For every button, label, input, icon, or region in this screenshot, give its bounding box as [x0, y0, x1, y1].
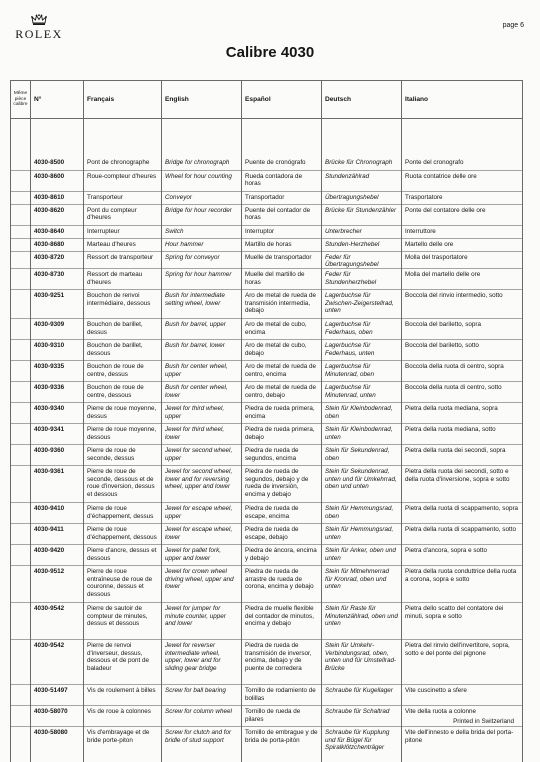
cell-es: Aro de metal de cubo, encima [242, 319, 322, 340]
cell-it: Trasportatore [402, 191, 523, 204]
cell-de: Brücke für Stundenzähler [322, 204, 402, 225]
cell-same [11, 524, 31, 545]
cell-same [11, 685, 31, 706]
cell-fr: Bouchon de roue de centre, dessous [84, 382, 162, 403]
cell-it: Boccola della ruota di centro, sotto [402, 382, 523, 403]
cell-es: Piedra de rueda de transmisión de inversor, encima, debajo y de puente de corredera [242, 640, 322, 685]
cell-es: Aro de metal de cubo, debajo [242, 340, 322, 361]
cell-en: Conveyor [162, 191, 242, 204]
cell-number: 4030-8640 [31, 225, 84, 238]
cell-es: Puente del contador de horas [242, 204, 322, 225]
cell-same [11, 727, 31, 756]
cell-number: 4030-9310 [31, 340, 84, 361]
table-row [11, 445, 523, 466]
cell-es: Aro de metal de rueda de centro, debajo [242, 382, 322, 403]
col-italian: Italiano [402, 81, 523, 119]
cell-en: Jewel for escape wheel, lower [162, 524, 242, 545]
cell-fr: Pierre d'ancre, dessus et dessous [84, 545, 162, 566]
cell-it: Vite della ruota a colonne [402, 706, 523, 727]
cell-en: Bush for barrel, upper [162, 319, 242, 340]
cell-de: Lagerbuchse für Minutenrad, unten [322, 382, 402, 403]
page-number: page 6 [502, 22, 524, 29]
cell-en: Spring for conveyor [162, 251, 242, 269]
cell-same [11, 424, 31, 445]
cell-number: 4030-9512 [31, 566, 84, 603]
cell-en: Screw for clutch and for bridle of stud support [162, 727, 242, 756]
cell-fr: Pierre de roue d'échappement, dessous [84, 524, 162, 545]
cell-de: Stein für Anker, oben und unten [322, 545, 402, 566]
cell-en: Bush for intermediate setting wheel, lower [162, 290, 242, 319]
cell-es: Piedra de rueda primera, debajo [242, 424, 322, 445]
cell-fr: Pont de chronographe [84, 157, 162, 170]
col-number: N° [31, 81, 84, 119]
table-row [11, 403, 523, 424]
cell-it: Pietra della ruota dei secondi, sopra [402, 445, 523, 466]
table-row [11, 251, 523, 269]
col-english: English [162, 81, 242, 119]
cell-en: Screw for ball bearing [162, 685, 242, 706]
table-row [11, 424, 523, 445]
cell-same [11, 603, 31, 640]
cell-de: Übertragungshebel [322, 191, 402, 204]
cell-number: 4030-51497 [31, 685, 84, 706]
cell-en: Jewel for escape wheel, upper [162, 503, 242, 524]
cell-fr: Transporteur [84, 191, 162, 204]
cell-number: 4030-9251 [31, 290, 84, 319]
cell-it: Boccola del bariletto, sopra [402, 319, 523, 340]
cell-same [11, 290, 31, 319]
table-row [11, 157, 523, 170]
rolex-logo [9, 14, 69, 42]
cell-same [11, 319, 31, 340]
cell-same [11, 340, 31, 361]
cell-en: Jewel for reverser intermediate wheel, upper, lower and for sliding gear bridge [162, 640, 242, 685]
table-row [11, 706, 523, 727]
cell-en: Bush for barrel, lower [162, 340, 242, 361]
cell-en: Bush for center wheel, lower [162, 382, 242, 403]
cell-es: Puente de cronógrafo [242, 157, 322, 170]
cell-en: Jewel for third wheel, upper [162, 403, 242, 424]
cell-de: Schraube für Kupplung und für Bügel für Spiralklötzchenträger [322, 727, 402, 756]
cell-es: Piedra de rueda de escape, debajo [242, 524, 322, 545]
cell-fr: Vis de roue à colonnes [84, 706, 162, 727]
cell-es: Tornillo de rueda de pilares [242, 706, 322, 727]
cell-same [11, 204, 31, 225]
table-row [11, 685, 523, 706]
crown-icon [31, 14, 47, 26]
col-french: Français [84, 81, 162, 119]
cell-de: Stein für Kleinbodenrad, unten [322, 424, 402, 445]
cell-number: 4030-8600 [31, 170, 84, 191]
cell-number: 4030-9360 [31, 445, 84, 466]
cell-number: 4030-9309 [31, 319, 84, 340]
parts-table [10, 80, 523, 762]
cell-en: Jewel for second wheel, lower and for reversing wheel, upper and lower [162, 466, 242, 503]
table-row [11, 238, 523, 251]
cell-same [11, 403, 31, 424]
cell-number: 4030-8500 [31, 157, 84, 170]
cell-it: Pietra della ruota conduttrice della ruota a corona, sopra e sotto [402, 566, 523, 603]
cell-en: Spring for hour hammer [162, 269, 242, 290]
cell-same [11, 545, 31, 566]
cell-es: Piedra de rueda de segundos, debajo y de rueda de inversión, encima y debajo [242, 466, 322, 503]
table-row [11, 319, 523, 340]
cell-number: 4030-9361 [31, 466, 84, 503]
cell-same [11, 170, 31, 191]
cell-it: Pietra del rinvio dell'invertitore, sopra, sotto e del ponte del pignone [402, 640, 523, 685]
cell-same [11, 238, 31, 251]
cell-de: Stein für Hemmungsrad, unten [322, 524, 402, 545]
cell-es: Piedra de rueda de arrastre de rueda de corona, encima y debajo [242, 566, 322, 603]
table-row [11, 545, 523, 566]
table-row [11, 290, 523, 319]
table-row [11, 170, 523, 191]
cell-it: Pietra della ruota dei secondi, sotto e della ruota d'inversione, sopra e sotto [402, 466, 523, 503]
cell-en: Bridge for chronograph [162, 157, 242, 170]
cell-en: Bridge for hour recorder [162, 204, 242, 225]
table-row [11, 524, 523, 545]
table-row [11, 603, 523, 640]
cell-number: 4030-58080 [31, 727, 84, 756]
table-row [11, 204, 523, 225]
cell-it: Martello delle ore [402, 238, 523, 251]
cell-en: Jewel for crown wheel driving wheel, upper and lower [162, 566, 242, 603]
cell-number: 4030-8730 [31, 269, 84, 290]
printed-note: Printed in Switzerland [453, 718, 514, 725]
table-row [11, 466, 523, 503]
cell-fr: Pierre de sautoir de compteur de minutes, dessus et dessous [84, 603, 162, 640]
cell-de: Schraube für Schaltrad [322, 706, 402, 727]
cell-de: Stein für Kleinbodenrad, oben [322, 403, 402, 424]
cell-de: Stein für Raste für Minutenzählrad, oben und unten [322, 603, 402, 640]
cell-fr: Bouchon de renvoi intermédiaire, dessous [84, 290, 162, 319]
cell-en: Jewel for second wheel, upper [162, 445, 242, 466]
cell-same [11, 566, 31, 603]
cell-fr: Roue-compteur d'heures [84, 170, 162, 191]
cell-it: Ponte del cronografo [402, 157, 523, 170]
cell-it: Pietra della ruota mediana, sotto [402, 424, 523, 445]
cell-en: Wheel for hour counting [162, 170, 242, 191]
cell-same [11, 225, 31, 238]
cell-same [11, 157, 31, 170]
cell-it: Molla del trasportatore [402, 251, 523, 269]
cell-es: Muelle de transportador [242, 251, 322, 269]
cell-de: Stein für Hemmungsrad, oben [322, 503, 402, 524]
cell-en: Jewel for third wheel, lower [162, 424, 242, 445]
cell-number: 4030-8610 [31, 191, 84, 204]
cell-number: 4030-8680 [31, 238, 84, 251]
cell-it: Ponte del contatore delle ore [402, 204, 523, 225]
cell-de: Stunden-Herzhebel [322, 238, 402, 251]
cell-fr: Pierre de roue moyenne, dessous [84, 424, 162, 445]
cell-fr: Ressort de transporteur [84, 251, 162, 269]
cell-de: Lagerbuchse für Federhaus, unten [322, 340, 402, 361]
cell-fr: Bouchon de barillet, dessus [84, 319, 162, 340]
cell-es: Piedra de áncora, encima y debajo [242, 545, 322, 566]
cell-it: Boccola del rinvio intermedio, sotto [402, 290, 523, 319]
cell-it: Pietra della ruota di scappamento, sotto [402, 524, 523, 545]
cell-same [11, 466, 31, 503]
cell-it: Molla del martello delle ore [402, 269, 523, 290]
cell-number: 4030-9410 [31, 503, 84, 524]
cell-fr: Pierre de roue d'échappement, dessus [84, 503, 162, 524]
cell-number: 4030-8720 [31, 251, 84, 269]
cell-number: 4030-8620 [31, 204, 84, 225]
cell-same [11, 382, 31, 403]
cell-de: Brücke für Chronograph [322, 157, 402, 170]
cell-es: Muelle del martillo de horas [242, 269, 322, 290]
cell-es: Aro de metal de rueda de transmisión intermedia, debajo [242, 290, 322, 319]
cell-same [11, 706, 31, 727]
cell-number: 4030-9336 [31, 382, 84, 403]
cell-de: Stein für Sekundenrad, oben [322, 445, 402, 466]
page-title: Calibre 4030 [225, 44, 315, 61]
cell-de: Schraube für Kugellager [322, 685, 402, 706]
table-header [11, 81, 523, 119]
cell-fr: Pont du compteur d'heures [84, 204, 162, 225]
cell-it: Ruota contatrice delle ore [402, 170, 523, 191]
cell-es: Transportador [242, 191, 322, 204]
cell-es: Piedra de rueda primera, encima [242, 403, 322, 424]
cell-fr: Pierre de roue de seconde, dessus [84, 445, 162, 466]
cell-es: Piedra de rueda de segundos, encima [242, 445, 322, 466]
cell-es: Piedra de rueda de escape, encima [242, 503, 322, 524]
cell-fr: Pierre de roue entraîneuse de roue de couronne, dessus et dessous [84, 566, 162, 603]
cell-number: 4030-9340 [31, 403, 84, 424]
cell-fr: Pierre de renvoi d'inverseur, dessus, dessous et de pont de baladeur [84, 640, 162, 685]
cell-es: Rueda contadora de horas [242, 170, 322, 191]
cell-fr: Bouchon de barillet, dessous [84, 340, 162, 361]
cell-same [11, 269, 31, 290]
cell-en: Switch [162, 225, 242, 238]
col-same-part: Même pièce calibre [11, 81, 31, 119]
cell-es: Tornillo de rodamiento de bolillas [242, 685, 322, 706]
cell-same [11, 361, 31, 382]
table-row [11, 340, 523, 361]
table-row [11, 382, 523, 403]
cell-fr: Pierre de roue moyenne, dessus [84, 403, 162, 424]
cell-de: Feder für Übertragungshebel [322, 251, 402, 269]
cell-de: Feder für Stundenherzhebel [322, 269, 402, 290]
cell-it: Pietra dello scatto del contatore dei minuti, sopra e sotto [402, 603, 523, 640]
cell-de: Lagerbuchse für Federhaus, oben [322, 319, 402, 340]
col-german: Deutsch [322, 81, 402, 119]
cell-it: Interruttore [402, 225, 523, 238]
cell-de: Unterbrecher [322, 225, 402, 238]
cell-es: Martillo de horas [242, 238, 322, 251]
cell-de: Lagerbuchse für Zwischen-Zeigerstellrad, unten [322, 290, 402, 319]
cell-it: Vite dell'innesto e della brida del porta-pitone [402, 727, 523, 756]
cell-en: Jewel for jumper for minute counter, upper and lower [162, 603, 242, 640]
table-row [11, 566, 523, 603]
cell-es: Tornillo de embrague y de brida de porta-pitón [242, 727, 322, 756]
cell-same [11, 191, 31, 204]
cell-de: Stein für Mitnehmerrad für Kronrad, oben und unten [322, 566, 402, 603]
cell-number: 4030-9542 [31, 603, 84, 640]
cell-en: Screw for column wheel [162, 706, 242, 727]
cell-same [11, 251, 31, 269]
cell-number: 4030-58070 [31, 706, 84, 727]
cell-de: Stein für Sekundenrad, unten und für Umkehrrad, oben und unten [322, 466, 402, 503]
cell-number: 4030-9335 [31, 361, 84, 382]
cell-number: 4030-9542 [31, 640, 84, 685]
table-row [11, 269, 523, 290]
cell-de: Stundenzählrad [322, 170, 402, 191]
cell-en: Bush for center wheel, upper [162, 361, 242, 382]
cell-number: 4030-9420 [31, 545, 84, 566]
table-row [11, 225, 523, 238]
cell-it: Vite cuscinetto a sfere [402, 685, 523, 706]
col-spanish: Español [242, 81, 322, 119]
cell-es: Interruptor [242, 225, 322, 238]
cell-it: Pietra della ruota mediana, sopra [402, 403, 523, 424]
cell-fr: Vis de roulement à billes [84, 685, 162, 706]
cell-same [11, 640, 31, 685]
table-row [11, 191, 523, 204]
cell-it: Pietra della ruota di scappamento, sopra [402, 503, 523, 524]
cell-it: Boccola del bariletto, sotto [402, 340, 523, 361]
cell-es: Aro de metal de rueda de centro, encima [242, 361, 322, 382]
brand-name: ROLEX [15, 27, 63, 41]
cell-en: Hour hammer [162, 238, 242, 251]
cell-fr: Interrupteur [84, 225, 162, 238]
table-row [11, 503, 523, 524]
table-row [11, 727, 523, 756]
cell-de: Lagerbuchse für Minutenrad, oben [322, 361, 402, 382]
cell-fr: Marteau d'heures [84, 238, 162, 251]
cell-it: Pietra d'ancora, sopra e sotto [402, 545, 523, 566]
cell-it: Boccola della ruota di centro, sopra [402, 361, 523, 382]
cell-number: 4030-9341 [31, 424, 84, 445]
cell-same [11, 503, 31, 524]
table-row [11, 361, 523, 382]
cell-en: Jewel for pallet fork, upper and lower [162, 545, 242, 566]
cell-same [11, 445, 31, 466]
cell-es: Piedra de muelle flexible del contador de minutos, encima y debajo [242, 603, 322, 640]
cell-de: Stein für Umkehr-Verbindungsrad, oben, unten und für Umstellrad-Brücke [322, 640, 402, 685]
cell-fr: Vis d'embrayage et de bride porte-piton [84, 727, 162, 756]
cell-number: 4030-9411 [31, 524, 84, 545]
cell-fr: Pierre de roue de seconde, dessous et de roue d'inversion, dessus et dessous [84, 466, 162, 503]
cell-fr: Ressort de marteau d'heures [84, 269, 162, 290]
cell-fr: Bouchon de roue de centre, dessus [84, 361, 162, 382]
table-row [11, 640, 523, 685]
